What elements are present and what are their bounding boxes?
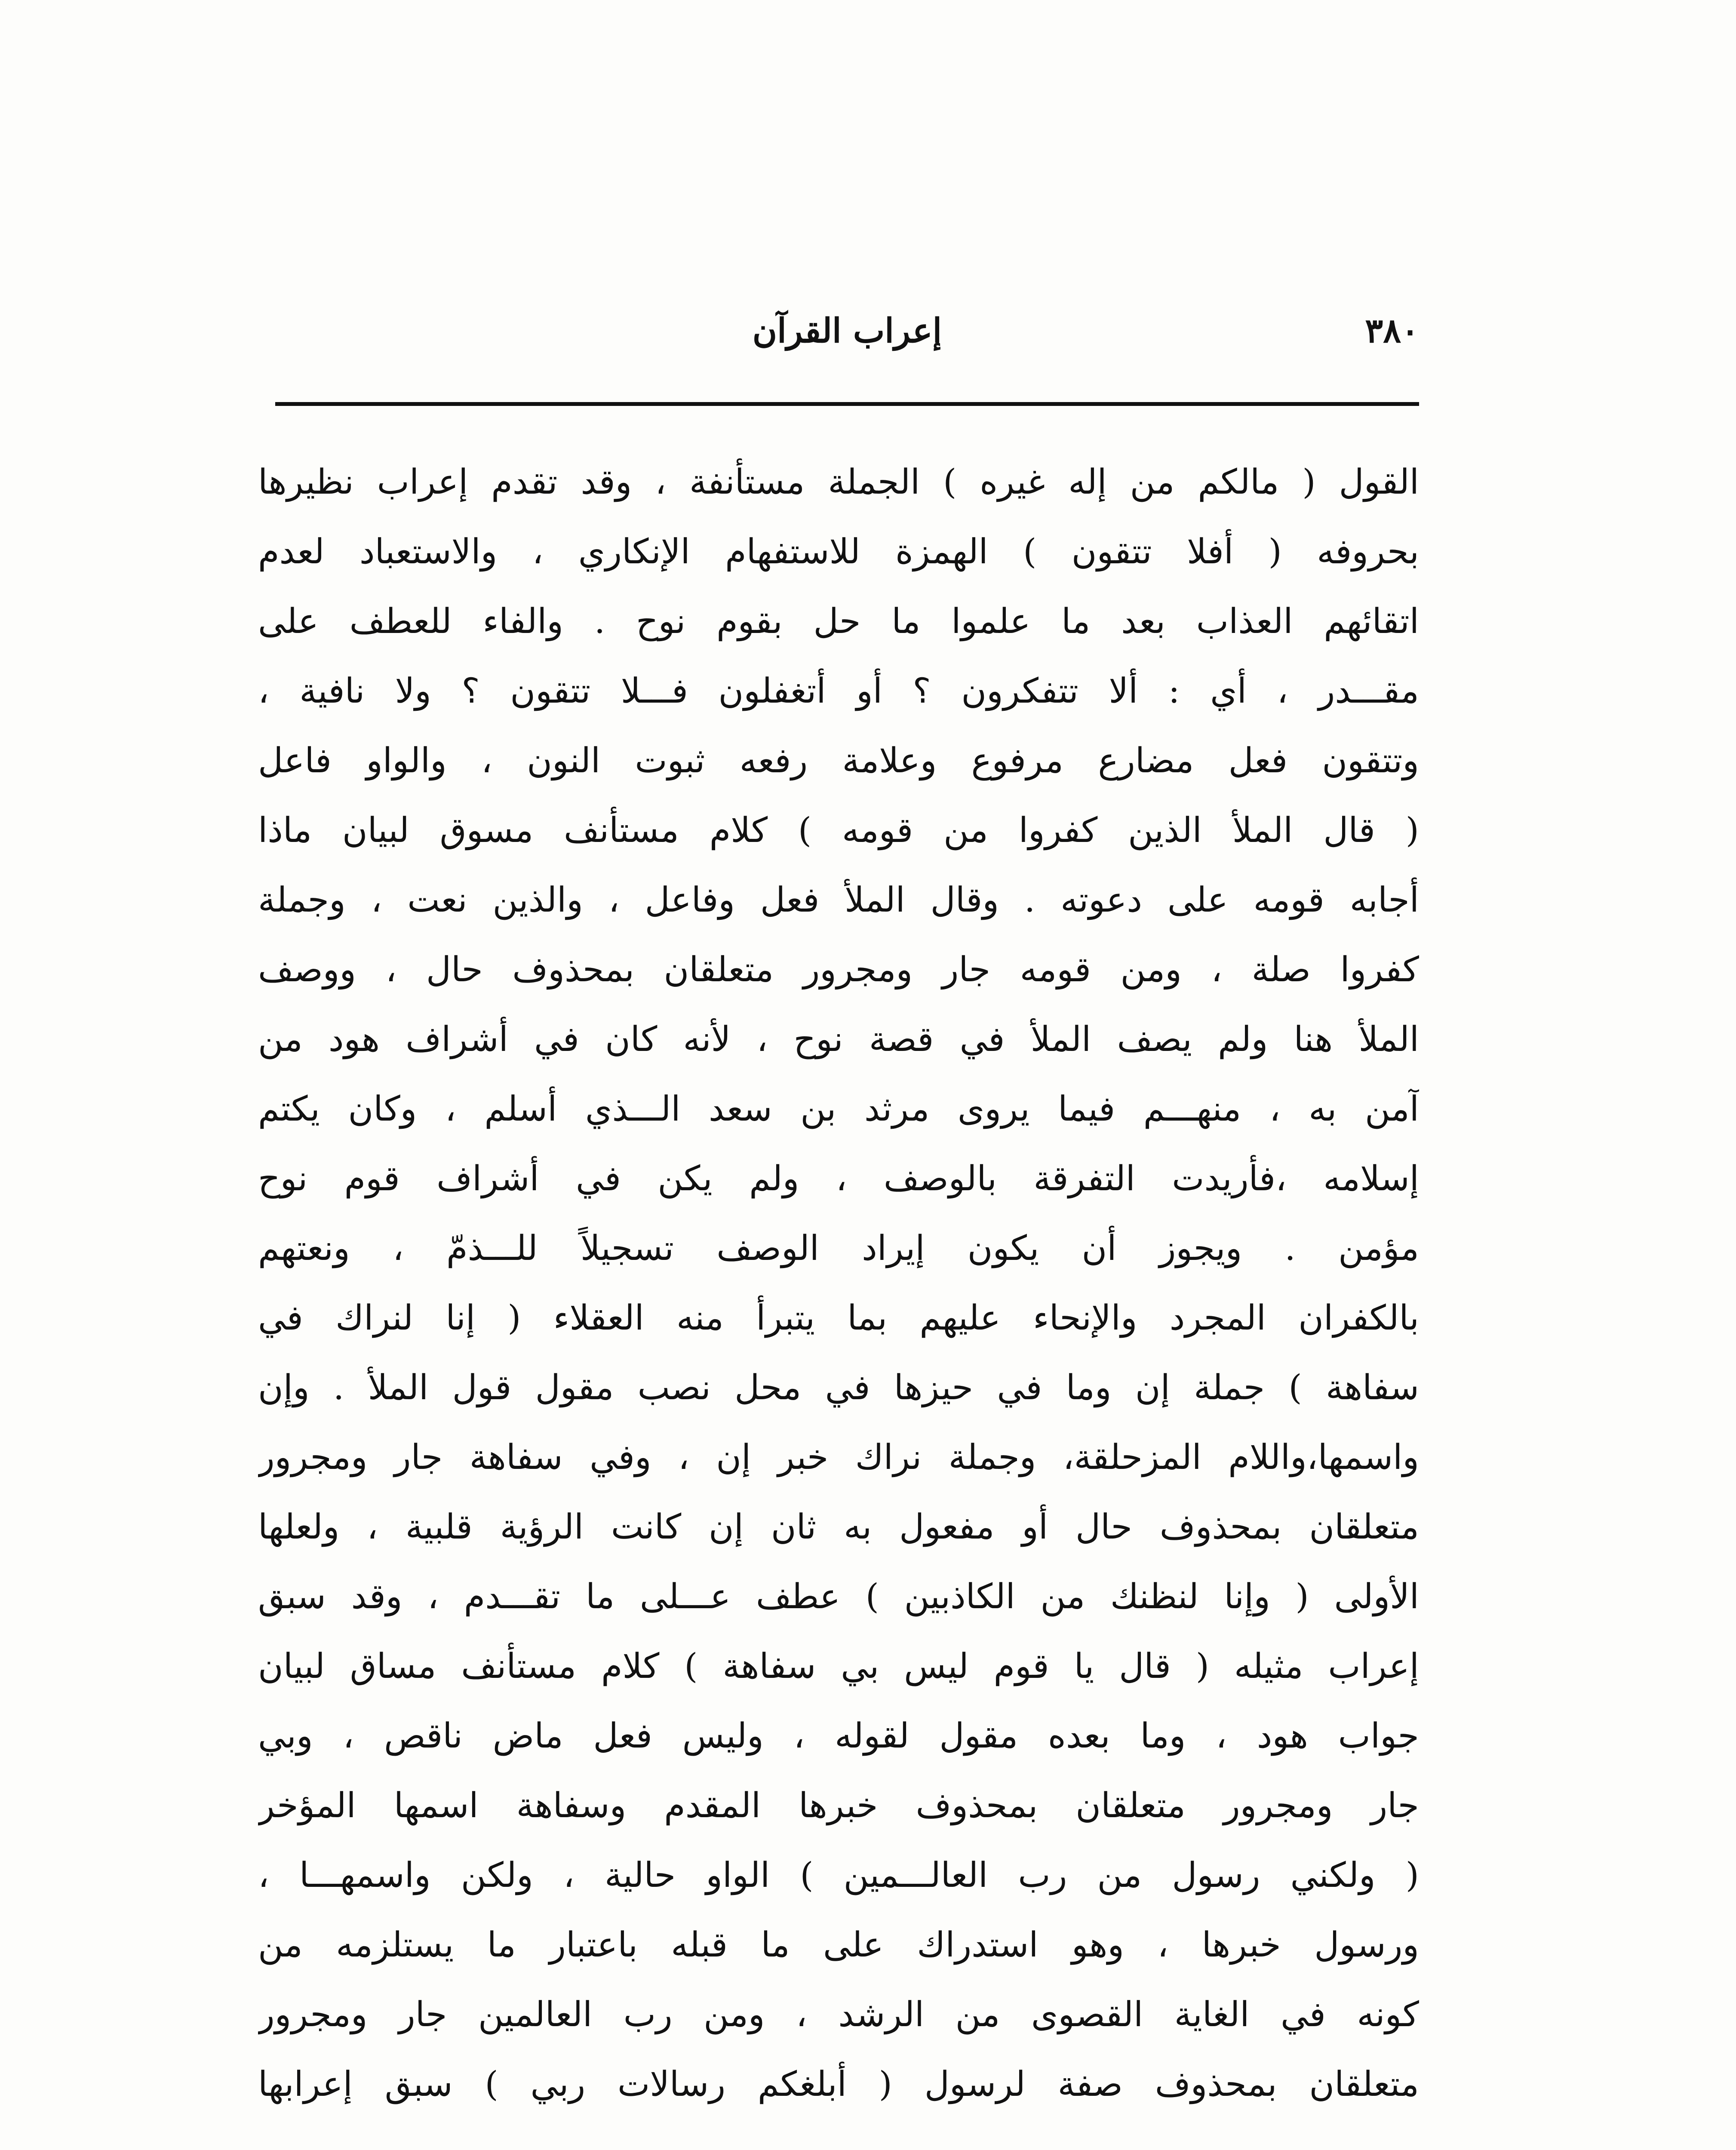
text-line: سفاهة ) جملة إن وما في حيزها في محل نصب مقول قول الملأ . وإن [258,1367,1419,1407]
text-line: بالكفران المجرد والإنحاء عليهم بما يتبرأ منه العقلاء ( إنا لنراك في [258,1298,1419,1338]
text-line: كفروا صلة ، ومن قومه جار ومجرور متعلقان بمحذوف حال ، ووصف [258,949,1419,989]
text-line: مؤمن . ويجوز أن يكون إيراد الوصف تسجيلاً للـــذمّ ، ونعتهم [258,1228,1419,1268]
text-line: الملأ هنا ولم يصف الملأ في قصة نوح ، لأنه كان في أشراف هود من [258,1019,1419,1059]
page-number: ٣٨٠ [1365,311,1419,350]
text-line: متعلقان بمحذوف صفة لرسول ( أبلغكم رسالات ربي ) سبق إعرابها [258,2064,1419,2104]
text-line: اتقائهم العذاب بعد ما علموا ما حل بقوم نوح . والفاء للعطف على [258,601,1419,641]
text-line: مقـــدر ، أي : ألا تتفكرون ؟ أو أتغفلون فـــلا تتقون ؟ ولا نافية ، [258,671,1419,711]
running-title: إعراب القرآن [752,311,942,350]
text-line: متعلقان بمحذوف حال أو مفعول به ثان إن كانت الرؤية قلبية ، ولعلها [258,1507,1419,1547]
text-line: القول ( مالكم من إله غيره ) الجملة مستأنفة ، وقد تقدم إعراب نظيرها [258,462,1419,502]
text-line: ورسول خبرها ، وهو استدراك على ما قبله باعتبار ما يستلزمه من [258,1925,1419,1965]
text-line: ( قال الملأ الذين كفروا من قومه ) كلام مستأنف مسوق لبيان ماذا [258,810,1419,850]
text-line: إعراب مثيله ( قال يا قوم ليس بي سفاهة ) كلام مستأنف مساق لبيان [258,1646,1419,1686]
page-header [275,301,1419,374]
text-line: وتتقون فعل مضارع مرفوع وعلامة رفعه ثبوت النون ، والواو فاعل [258,740,1419,780]
text-line: واسمها،واللام المزحلقة، وجملة نراك خبر إن ، وفي سفاهة جار ومجرور [258,1437,1419,1477]
text-line: أجابه قومه على دعوته . وقال الملأ فعل وفاعل ، والذين نعت ، وجملة [258,880,1419,920]
text-line: الأولى ( وإنا لنظنك من الكاذبين ) عطف عـــلى ما تقـــدم ، وقد سبق [258,1576,1419,1616]
header-divider [275,402,1419,406]
text-line: كونه في الغاية القصوى من الرشد ، ومن رب العالمين جار ومجرور [258,1994,1419,2034]
text-line: ( ولكني رسول من رب العالـــمين ) الواو حالية ، ولكن واسمهـــا ، [258,1855,1419,1895]
text-line: بحروفه ( أفلا تتقون ) الهمزة للاستفهام الإنكاري ، والاستعباد لعدم [258,531,1419,571]
text-line: جواب هود ، وما بعده مقول لقوله ، وليس فعل ماض ناقص ، وبي [258,1716,1419,1756]
text-line: آمن به ، منهـــم فيما يروى مرثد بن سعد الـــذي أسلم ، وكان يكتم [258,1089,1419,1129]
text-line: جار ومجرور متعلقان بمحذوف خبرها المقدم وسفاهة اسمها المؤخر [258,1785,1419,1825]
text-line: إسلامه ،فأريدت التفرقة بالوصف ، ولم يكن في أشراف قوم نوح [258,1158,1419,1198]
body-text [258,447,1419,2119]
